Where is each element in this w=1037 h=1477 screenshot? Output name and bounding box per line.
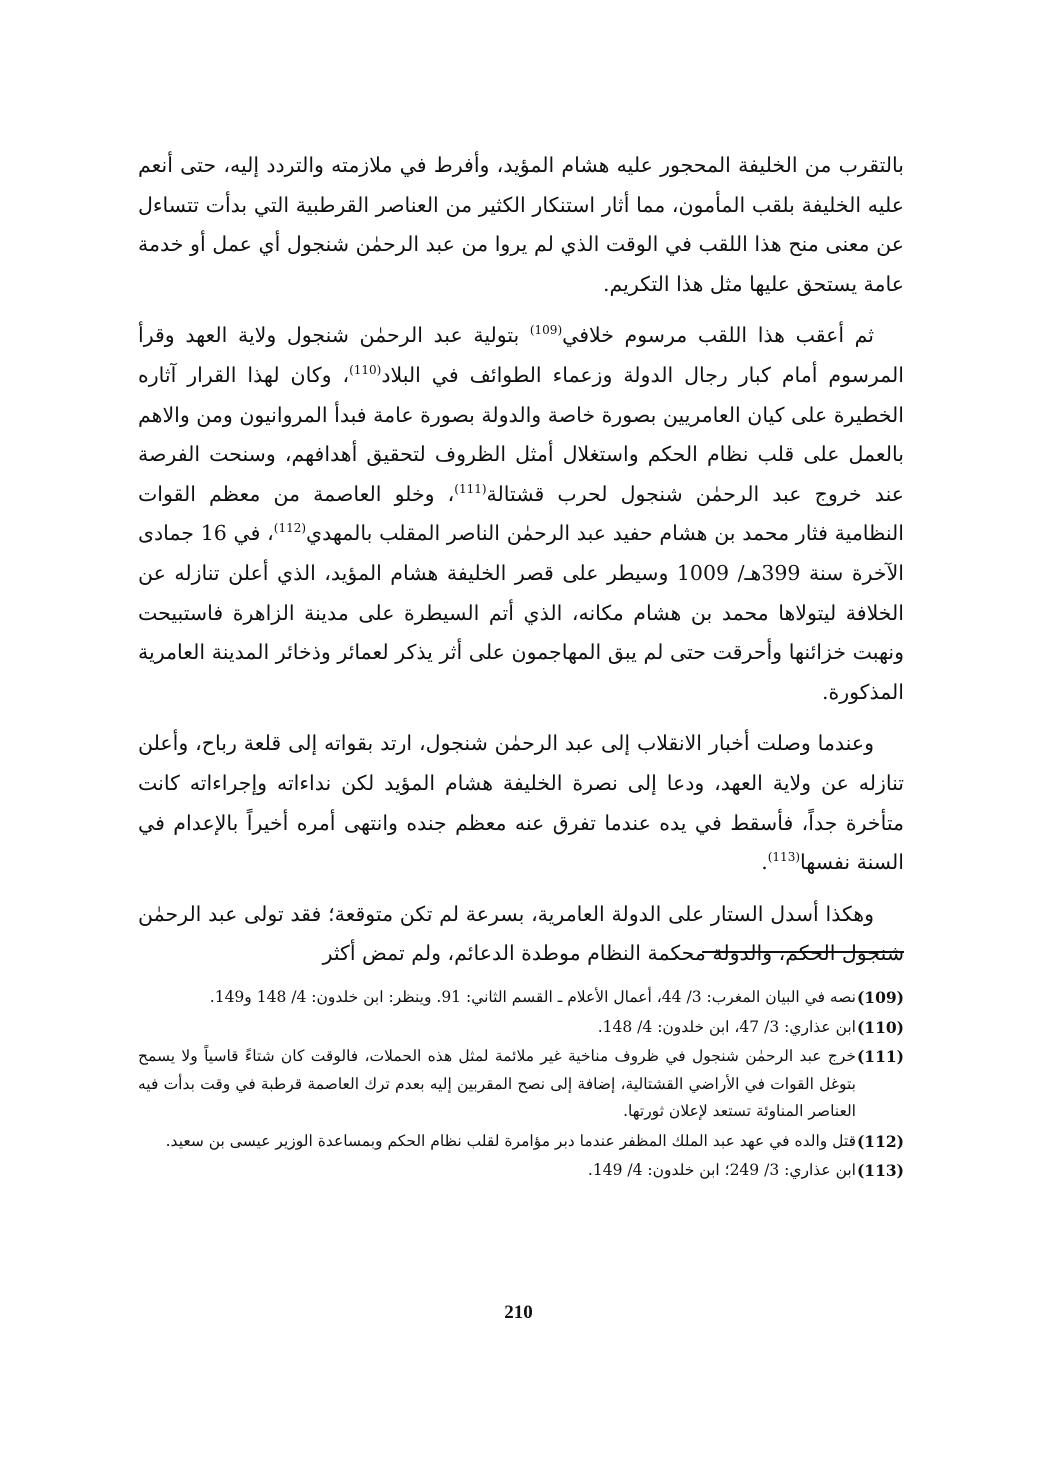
footnote-number: (109) xyxy=(856,988,904,1007)
footnote xyxy=(138,1043,904,1126)
footnote-number: (112) xyxy=(856,1131,904,1151)
paragraph-text: وعندما وصلت أخبار الانقلاب إلى عبد الرحمٰن شنجول، ارتد بقواته إلى قلعة رباح، وأعلن تنازله عن ولاية العهد، ودعا إلى نصرة الخليفة هشام المؤيد لكن نداءاته وإجراءاته كانت متأخرة جداً، فأسقط في يده عندما تفرق عنه معظم جنده وانتهى أمره أخيراً بالإعدام في السنة نفسها xyxy=(138,731,904,875)
paragraph-text: ، وكان لهذا القرار آثاره الخطيرة على كيان العامريين بصورة خاصة والدولة بصورة عامة فبدأ المروانيون ومن والاهم بالعمل على قلب نظام الحكم واستغلال أمثل الظروف لتحقيق أهدافهم، وسنحت الفرصة عند خروج عبد الرحمٰن شنجول لحرب قشتالة xyxy=(138,362,904,506)
footnote-text: ابن عذاري: 3/ 249؛ ابن خلدون: 4/ 149. xyxy=(587,1161,856,1179)
main-text xyxy=(138,146,904,986)
footnote xyxy=(138,1014,904,1042)
footnote-number: (113) xyxy=(856,1161,904,1180)
footnotes-section xyxy=(138,984,904,1187)
paragraph-text: ثم أعقب هذا اللقب مرسوم خلافي xyxy=(562,323,874,348)
paragraph xyxy=(138,146,904,304)
footnote xyxy=(138,1128,904,1156)
paragraph xyxy=(138,895,904,974)
footnote xyxy=(138,1157,904,1185)
footnote-reference[interactable]: (109) xyxy=(529,323,563,338)
paragraph-text: ، وخلو العاصمة من معظم القوات النظامية فثار محمد بن هشام حفيد عبد الرحمٰن الناصر المقلب بالمهدي xyxy=(138,481,904,546)
footnote-text: ابن عذاري: 3/ 47، ابن خلدون: 4/ 148. xyxy=(597,1017,856,1036)
footnote-text: قتل والده في عهد عبد الملك المظفر عندما دبر مؤامرة لقلب نظام الحكم وبمساعدة الوزير عيسى بن سعيد. xyxy=(165,1131,856,1150)
footnote-separator xyxy=(702,951,904,953)
paragraph-text: . xyxy=(761,850,768,875)
page-number: 210 xyxy=(504,1302,533,1323)
footnote-number: (110) xyxy=(856,1017,904,1037)
footnote-reference[interactable]: (110) xyxy=(349,363,382,378)
paragraph xyxy=(138,316,904,712)
paragraph-text: ، في 16 جمادى الآخرة سنة 399هـ/ 1009 وسيطر على قصر الخليفة هشام المؤيد، الذي أعلن تنازله عن الخلافة ليتولاها محمد بن هشام مكانه، الذي أتم السيطرة على مدينة الزاهرة فاستبيحت ونهبت خزائنها وأحرقت حتى لم يبق المهاجمون على أثر يذكر لعمائر وذخائر المدينة العامرية المذكورة. xyxy=(138,521,904,704)
footnote-reference[interactable]: (113) xyxy=(767,850,801,865)
paragraph-text: وهكذا أسدل الستار على الدولة العامرية، بسرعة لم تكن متوقعة؛ فقد تولى عبد الرحمٰن شنجول الحكم، والدولة محكمة النظام موطدة الدعائم، ولم تمض أكثر xyxy=(138,901,904,966)
paragraph-text: بالتقرب من الخليفة المحجور عليه هشام المؤيد، وأفرط في ملازمته والتردد إليه، حتى أنعم عليه الخليفة بلقب المأمون، مما أثار استنكار الكثير من العناصر القرطبية التي بدأت تتساءل عن معنى منح هذا اللقب في الوقت الذي لم يروا من عبد الرحمٰن شنجول أي عمل أو خدمة عامة يستحق عليها مثل هذا التكريم. xyxy=(138,153,904,296)
footnote-number: (111) xyxy=(856,1047,904,1066)
footnote xyxy=(138,984,904,1012)
footnote-text: خرج عبد الرحمٰن شنجول في ظروف مناخية غير ملائمة لمثل هذه الحملات، فالوقت كان شتاءً قاسياً ولا يسمح بتوغل القوات في الأراضي القشتالية، إضافة إلى نصح المقربين إليه بعدم ترك العاصمة قرطبة في وقت بدأت فيه العناصر المناوئة تستعد لإعلان ثورتها. xyxy=(138,1047,856,1120)
footnote-reference[interactable]: (112) xyxy=(273,521,307,536)
paragraph xyxy=(138,724,904,882)
paragraph-text: بتولية عبد الرحمٰن شنجول ولاية العهد وقرأ المرسوم أمام كبار رجال الدولة وزعماء الطوائف في البلاد xyxy=(138,323,904,387)
footnote-text: نصه في البيان المغرب: 3/ 44، أعمال الأعلام ـ القسم الثاني: 91. وينظر: ابن خلدون: 4/ 148 و149. xyxy=(209,988,856,1006)
footnote-reference[interactable]: (111) xyxy=(454,481,487,496)
